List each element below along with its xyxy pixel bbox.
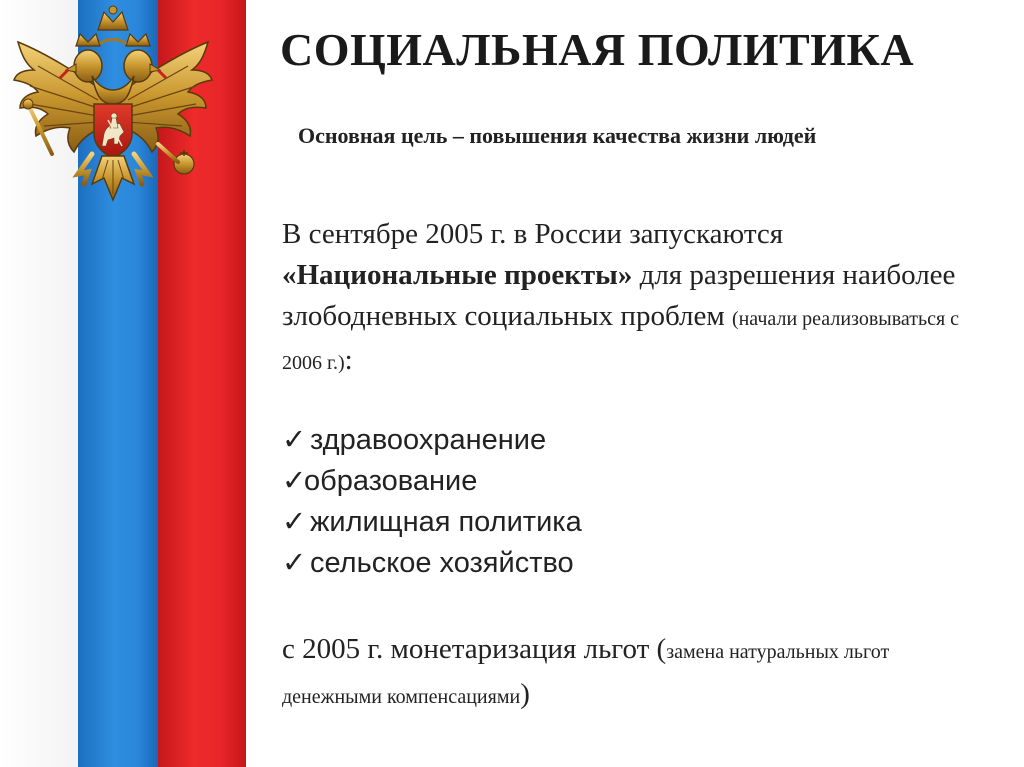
monetization-lead: с 2005 г. монетаризация льгот ( xyxy=(282,633,667,665)
checkmark-icon: ✓ xyxy=(282,465,307,497)
national-projects-title: «Национальные проекты» xyxy=(282,259,633,291)
list-item xyxy=(282,543,982,584)
monetization-close: ) xyxy=(520,678,530,710)
intro-colon: : xyxy=(344,344,353,376)
checkmark-icon: ✓ xyxy=(282,424,307,456)
list-item xyxy=(282,461,982,502)
national-projects-intro xyxy=(282,214,992,384)
intro-note: (начали реализовываться с 2006 г.) xyxy=(282,308,960,374)
list-item-label: образование xyxy=(304,465,478,497)
list-item-label: жилищная политика xyxy=(310,506,582,538)
slide-title: СОЦИАЛЬНАЯ ПОЛИТИКА xyxy=(280,24,915,75)
list-item xyxy=(282,502,982,543)
main-goal-text: Основная цель – повышения качества жизни людей xyxy=(298,123,817,148)
list-item-label: сельское хозяйство xyxy=(310,547,574,579)
intro-text-end: для разрешения наиболее злободневных социальных проблем xyxy=(282,259,956,332)
coat-of-arms-icon xyxy=(8,4,218,209)
list-item-label: здравоохранение xyxy=(310,424,547,456)
intro-text-start: В сентябре 2005 г. в России запускаются xyxy=(282,218,784,250)
national-projects-list xyxy=(282,420,982,584)
checkmark-icon: ✓ xyxy=(282,506,307,538)
monetization-text xyxy=(282,628,982,718)
list-item xyxy=(282,420,982,461)
monetization-note: замена натуральных льгот денежными компенсациями xyxy=(282,641,890,708)
checkmark-icon: ✓ xyxy=(282,547,307,579)
